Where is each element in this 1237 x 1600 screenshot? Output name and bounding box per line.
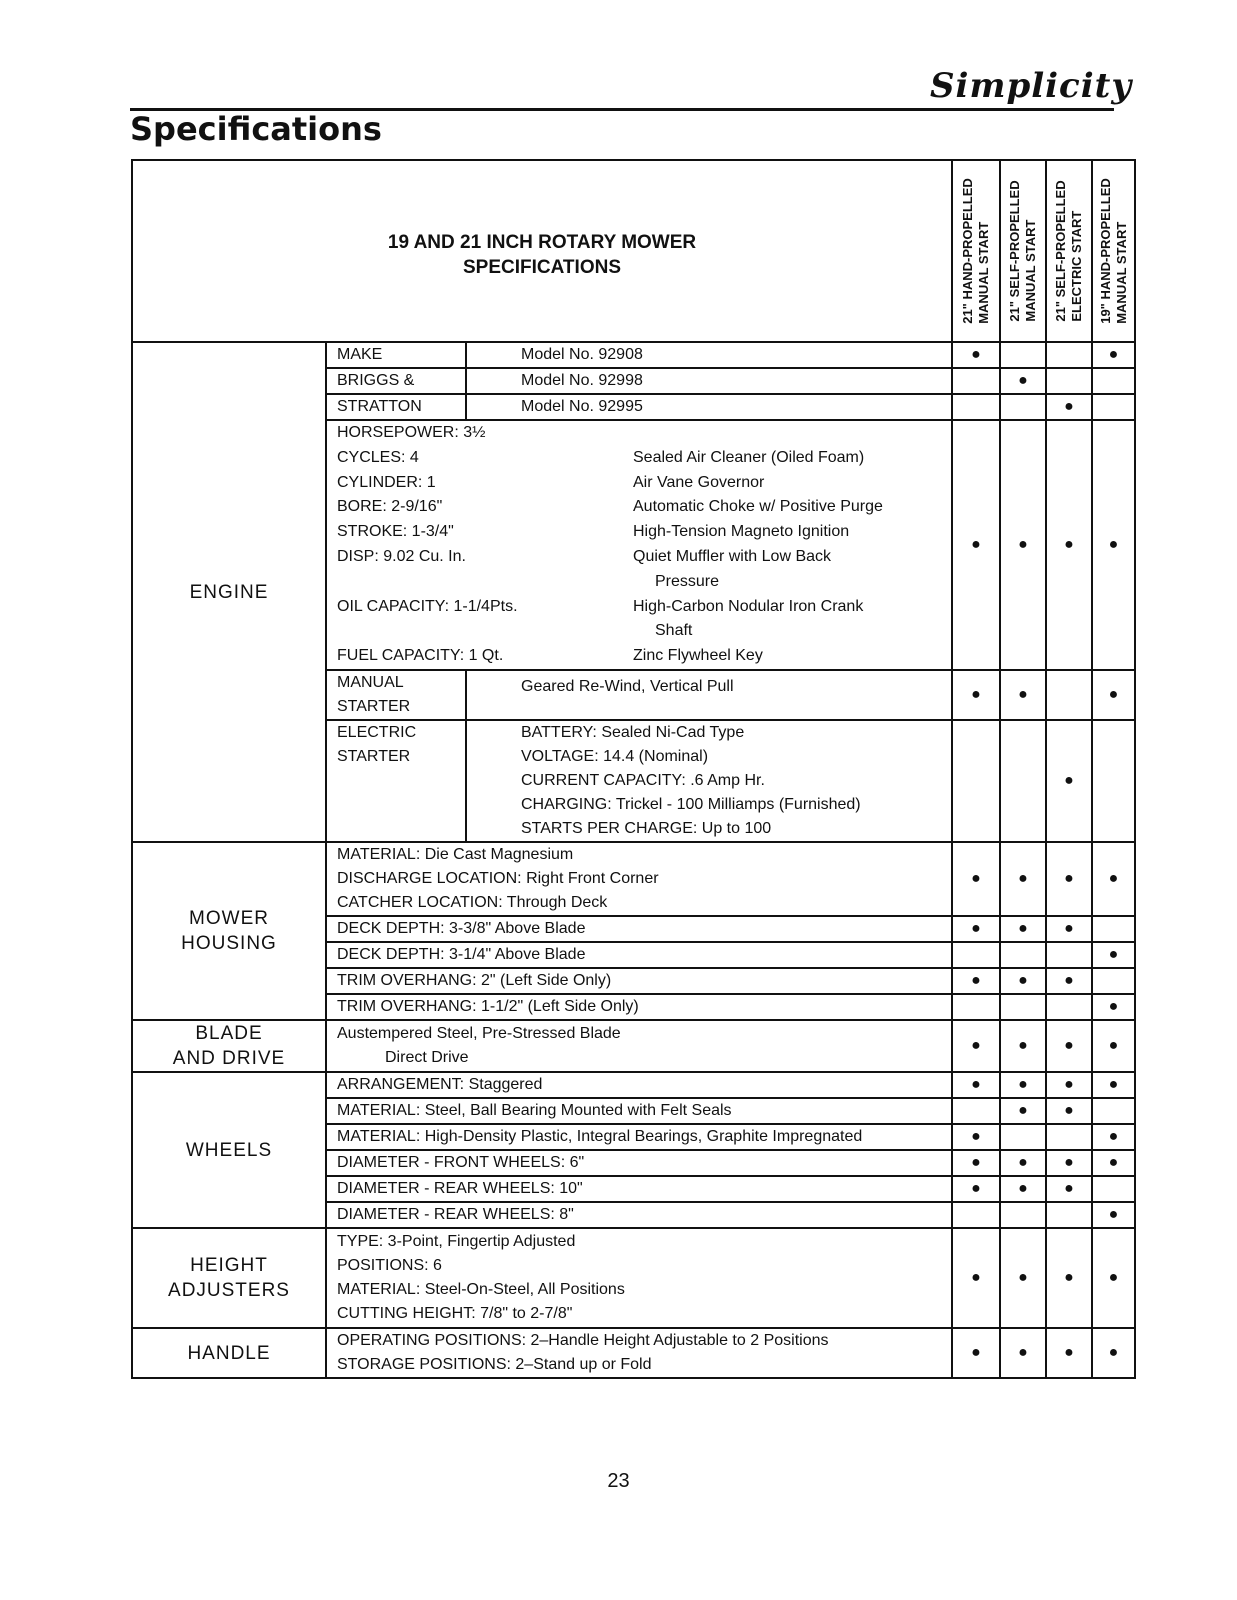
column-1-line-2: MANUAL START xyxy=(976,221,992,324)
mark: ● xyxy=(1046,1020,1092,1072)
engine-right-4: High-Tension Magneto Ignition xyxy=(633,523,850,541)
mark: ● xyxy=(952,342,1000,368)
mark: ● xyxy=(1000,968,1046,994)
mark: ● xyxy=(952,842,1000,916)
mark: ● xyxy=(952,1176,1000,1202)
table-row xyxy=(132,1328,1135,1378)
manual-starter-label xyxy=(327,671,467,719)
engine-left-7: OIL CAPACITY: 1-1/4Pts. xyxy=(337,597,518,615)
mark: ● xyxy=(1046,1176,1092,1202)
engine-right-9: Zinc Flywheel Key xyxy=(633,647,763,665)
page-title: Specifications xyxy=(130,110,382,148)
wheels-line-0: ARRANGEMENT: Staggered xyxy=(326,1072,952,1098)
housing-line-3: DECK DEPTH: 3-3/8" Above Blade xyxy=(326,916,952,942)
spec-table xyxy=(131,159,1136,1379)
make-row-2 xyxy=(326,368,952,394)
make-row-1 xyxy=(326,342,952,368)
category-housing-line-2: HOUSING xyxy=(181,933,277,954)
empty-cell xyxy=(952,720,1000,842)
engine-right-1: Sealed Air Cleaner (Oiled Foam) xyxy=(633,448,865,466)
mark: ● xyxy=(1046,1072,1092,1098)
table-title-line-1: 19 AND 21 INCH ROTARY MOWER xyxy=(387,232,697,253)
wheels-line-4: DIAMETER - REAR WHEELS: 10" xyxy=(326,1176,952,1202)
height-line-1: POSITIONS: 6 xyxy=(337,1257,442,1274)
height-line-2: MATERIAL: Steel-On-Steel, All Positions xyxy=(337,1281,625,1298)
model-number-3: Model No. 92995 xyxy=(521,398,643,415)
blade-lines xyxy=(326,1020,952,1072)
table-row xyxy=(132,1228,1135,1328)
empty-cell xyxy=(1000,720,1046,842)
model-number-2: Model No. 92998 xyxy=(521,372,643,389)
empty-cell xyxy=(952,994,1000,1020)
mark: ● xyxy=(952,670,1000,720)
mark: ● xyxy=(1046,916,1092,942)
mark: ● xyxy=(1046,394,1092,420)
housing-line-6: TRIM OVERHANG: 1-1/2" (Left Side Only) xyxy=(326,994,952,1020)
empty-cell xyxy=(1046,1124,1092,1150)
column-3-line-2: ELECTRIC START xyxy=(1069,210,1085,322)
mark: ● xyxy=(1000,1176,1046,1202)
column-4-line-1: 19" HAND-PROPELLED xyxy=(1097,178,1113,324)
mark: ● xyxy=(1000,420,1046,670)
engine-right-8: Shaft xyxy=(655,622,693,640)
electric-value-1: VOLTAGE: 14.4 (Nominal) xyxy=(521,748,709,765)
mark: ● xyxy=(1046,842,1092,916)
engine-right-7: High-Carbon Nodular Iron Crank xyxy=(633,597,864,615)
empty-cell xyxy=(1092,1176,1135,1202)
electric-value-3: CHARGING: Trickel - 100 Milliamps (Furnished) xyxy=(521,796,861,813)
manual-starter-label-2: STARTER xyxy=(337,698,411,715)
column-header-2 xyxy=(1000,160,1046,342)
mark: ● xyxy=(1092,1328,1135,1378)
mark: ● xyxy=(952,1150,1000,1176)
mark: ● xyxy=(952,420,1000,670)
category-blade-line-1: BLADE xyxy=(195,1023,263,1044)
mark: ● xyxy=(1000,368,1046,394)
column-1-line-1: 21" HAND-PROPELLED xyxy=(960,178,976,324)
column-2-line-1: 21" SELF-PROPELLED xyxy=(1007,180,1023,322)
mark: ● xyxy=(1092,994,1135,1020)
electric-starter-values xyxy=(467,721,861,841)
category-blade-line-2: AND DRIVE xyxy=(172,1048,286,1069)
housing-line-2: CATCHER LOCATION: Through Deck xyxy=(337,894,608,911)
mark: ● xyxy=(1092,1124,1135,1150)
brand-logo: Simplicity xyxy=(930,66,1133,106)
engine-left-0: HORSEPOWER: 3½ xyxy=(337,424,486,442)
category-height-adjusters xyxy=(132,1228,326,1328)
column-4-line-2: MANUAL START xyxy=(1113,221,1129,324)
category-mower-housing xyxy=(132,842,326,1020)
mark: ● xyxy=(1046,1150,1092,1176)
mark: ● xyxy=(1046,720,1092,842)
column-header-4 xyxy=(1092,160,1135,342)
mark: ● xyxy=(1000,916,1046,942)
mark: ● xyxy=(1046,968,1092,994)
page-number: 23 xyxy=(607,1470,630,1492)
make-label-3: STRATTON xyxy=(327,395,467,419)
category-handle: HANDLE xyxy=(132,1328,326,1378)
wheels-line-1: MATERIAL: Steel, Ball Bearing Mounted with Felt Seals xyxy=(326,1098,952,1124)
mark: ● xyxy=(952,1072,1000,1098)
mark: ● xyxy=(952,1020,1000,1072)
make-label-2: BRIGGS & xyxy=(327,369,467,393)
height-line-3: CUTTING HEIGHT: 7/8" to 2-7/8" xyxy=(337,1305,573,1322)
mark: ● xyxy=(1092,942,1135,968)
handle-line-0: OPERATING POSITIONS: 2–Handle Height Adjustable to 2 Positions xyxy=(337,1332,829,1349)
engine-left-8 xyxy=(337,619,633,644)
empty-cell xyxy=(952,368,1000,394)
make-row-3 xyxy=(326,394,952,420)
mark: ● xyxy=(1092,670,1135,720)
mark: ● xyxy=(1092,420,1135,670)
mark: ● xyxy=(952,968,1000,994)
wheels-line-3: DIAMETER - FRONT WHEELS: 6" xyxy=(326,1150,952,1176)
engine-right-0 xyxy=(633,421,951,446)
empty-cell xyxy=(952,1202,1000,1228)
engine-left-9: FUEL CAPACITY: 1 Qt. xyxy=(337,647,504,665)
empty-cell xyxy=(1092,720,1135,842)
category-engine: ENGINE xyxy=(132,342,326,842)
table-row xyxy=(132,842,1135,916)
mark: ● xyxy=(1000,842,1046,916)
empty-cell xyxy=(1046,942,1092,968)
housing-line-5: TRIM OVERHANG: 2" (Left Side Only) xyxy=(326,968,952,994)
blade-line-1: Direct Drive xyxy=(385,1049,469,1066)
empty-cell xyxy=(1092,1098,1135,1124)
table-row xyxy=(132,1072,1135,1098)
category-blade-and-drive xyxy=(132,1020,326,1072)
mark: ● xyxy=(952,1124,1000,1150)
blade-line-0: Austempered Steel, Pre-Stressed Blade xyxy=(337,1025,621,1042)
engine-right-2: Air Vane Governor xyxy=(633,473,765,491)
manual-starter-label-1: MANUAL xyxy=(337,674,404,691)
category-housing-line-1: MOWER xyxy=(189,908,269,929)
empty-cell xyxy=(952,394,1000,420)
column-2-line-2: MANUAL START xyxy=(1023,219,1039,322)
mark: ● xyxy=(1046,1328,1092,1378)
column-header-1 xyxy=(952,160,1000,342)
mark: ● xyxy=(1000,1020,1046,1072)
category-wheels: WHEELS xyxy=(132,1072,326,1228)
manual-starter-row xyxy=(326,670,952,720)
empty-cell xyxy=(1046,368,1092,394)
empty-cell xyxy=(952,942,1000,968)
table-row xyxy=(132,1020,1135,1072)
table-row xyxy=(132,342,1135,368)
wheels-line-5: DIAMETER - REAR WHEELS: 8" xyxy=(326,1202,952,1228)
wheels-line-2: MATERIAL: High-Density Plastic, Integral Bearings, Graphite Impregnated xyxy=(326,1124,952,1150)
column-header-3 xyxy=(1046,160,1092,342)
housing-line-1: DISCHARGE LOCATION: Right Front Corner xyxy=(337,870,659,887)
electric-value-4: STARTS PER CHARGE: Up to 100 xyxy=(521,820,772,837)
header-row xyxy=(132,160,1135,342)
empty-cell xyxy=(1000,994,1046,1020)
engine-left-5: DISP: 9.02 Cu. In. xyxy=(337,548,466,565)
empty-cell xyxy=(1000,942,1046,968)
empty-cell xyxy=(1000,394,1046,420)
height-line-0: TYPE: 3-Point, Fingertip Adjusted xyxy=(337,1233,576,1250)
mark: ● xyxy=(1092,1202,1135,1228)
mark: ● xyxy=(952,1228,1000,1328)
handle-lines xyxy=(326,1328,952,1378)
engine-right-6: Pressure xyxy=(655,572,720,590)
housing-lines-1 xyxy=(326,842,952,916)
electric-starter-row xyxy=(326,720,952,842)
engine-left-4: STROKE: 1-3/4" xyxy=(337,523,454,541)
mark: ● xyxy=(1000,670,1046,720)
mark: ● xyxy=(1046,420,1092,670)
table-title-line-2: SPECIFICATIONS xyxy=(463,257,621,278)
mark: ● xyxy=(1046,1228,1092,1328)
column-3-line-1: 21" SELF-PROPELLED xyxy=(1053,180,1069,322)
engine-left-6 xyxy=(337,570,633,595)
table-title-cell xyxy=(132,160,952,342)
mark: ● xyxy=(1092,1020,1135,1072)
engine-left-3: BORE: 2-9/16" xyxy=(337,498,443,516)
empty-cell xyxy=(1092,968,1135,994)
electric-starter-label-1: ELECTRIC xyxy=(337,724,417,741)
empty-cell xyxy=(1092,916,1135,942)
empty-cell xyxy=(1000,1202,1046,1228)
mark: ● xyxy=(1092,1072,1135,1098)
electric-value-2: CURRENT CAPACITY: .6 Amp Hr. xyxy=(521,772,765,789)
mark: ● xyxy=(1000,1228,1046,1328)
mark: ● xyxy=(1000,1150,1046,1176)
mark: ● xyxy=(1092,1150,1135,1176)
mark: ● xyxy=(1046,1098,1092,1124)
mark: ● xyxy=(1000,1072,1046,1098)
mark: ● xyxy=(1092,842,1135,916)
engine-left-2: CYLINDER: 1 xyxy=(337,473,436,491)
mark: ● xyxy=(1092,342,1135,368)
manual-starter-value: Geared Re-Wind, Vertical Pull xyxy=(521,678,734,695)
electric-starter-label xyxy=(327,721,467,841)
mark: ● xyxy=(1000,1098,1046,1124)
model-number-1: Model No. 92908 xyxy=(521,346,643,363)
engine-left-1: CYCLES: 4 xyxy=(337,448,419,466)
handle-line-1: STORAGE POSITIONS: 2–Stand up or Fold xyxy=(337,1356,652,1373)
empty-cell xyxy=(952,1098,1000,1124)
mark: ● xyxy=(952,916,1000,942)
height-lines xyxy=(326,1228,952,1328)
empty-cell xyxy=(1000,1124,1046,1150)
category-height-line-2: ADJUSTERS xyxy=(168,1280,290,1301)
empty-cell xyxy=(1046,1202,1092,1228)
empty-cell xyxy=(1092,394,1135,420)
housing-line-4: DECK DEPTH: 3-1/4" Above Blade xyxy=(326,942,952,968)
electric-value-0: BATTERY: Sealed Ni-Cad Type xyxy=(521,724,745,741)
engine-right-5: Quiet Muffler with Low Back xyxy=(633,548,832,565)
engine-details xyxy=(326,420,952,670)
mark: ● xyxy=(952,1328,1000,1378)
category-height-line-1: HEIGHT xyxy=(190,1255,268,1276)
mark: ● xyxy=(1092,1228,1135,1328)
empty-cell xyxy=(1000,342,1046,368)
make-label-1: MAKE xyxy=(327,343,467,367)
empty-cell xyxy=(1046,670,1092,720)
empty-cell xyxy=(1046,994,1092,1020)
housing-line-0: MATERIAL: Die Cast Magnesium xyxy=(337,846,574,863)
engine-right-3: Automatic Choke w/ Positive Purge xyxy=(633,498,883,516)
empty-cell xyxy=(1092,368,1135,394)
empty-cell xyxy=(1046,342,1092,368)
mark: ● xyxy=(1000,1328,1046,1378)
electric-starter-label-2: STARTER xyxy=(337,748,411,765)
